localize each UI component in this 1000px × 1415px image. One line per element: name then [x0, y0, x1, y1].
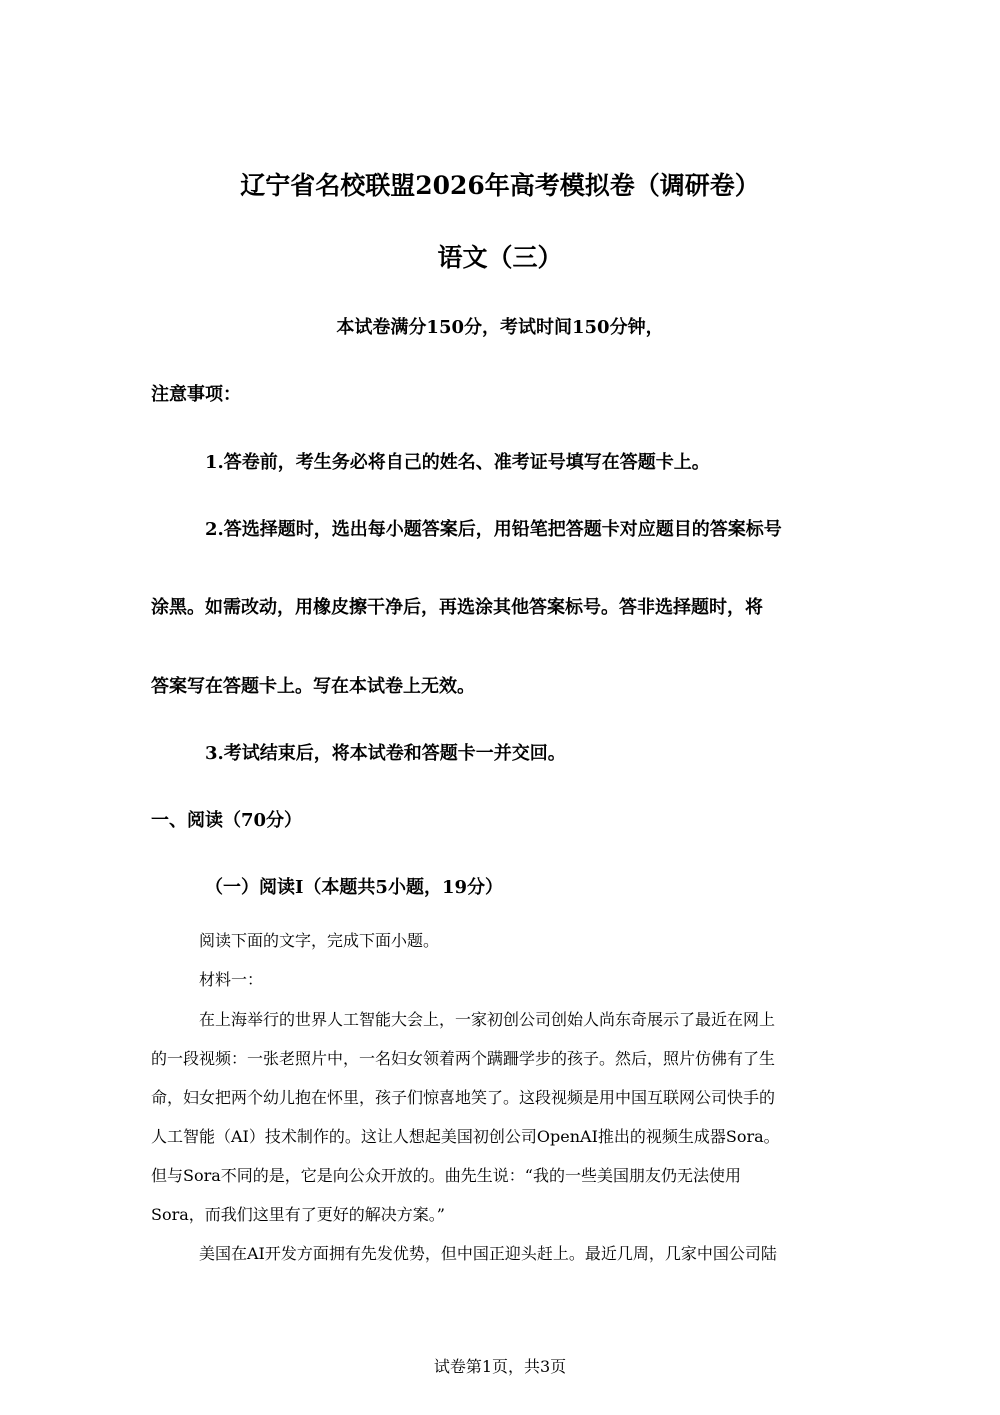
notice-item-3: 3.考试结束后，将本试卷和答题卡一并交回。 — [205, 743, 566, 764]
notice-item-2-line-3: 答案写在答题卡上。写在本试卷上无效。 — [151, 676, 475, 697]
material-line: Sora，而我们这里有了更好的解决方案。” — [151, 1205, 445, 1224]
notice-item-2-line-2: 涂黑。如需改动，用橡皮擦干净后，再选涂其他答案标号。答非选择题时，将 — [151, 597, 763, 618]
material-line: 在上海举行的世界人工智能大会上，一家初创公司创始人尚东奇展示了最近在网上 — [199, 1010, 776, 1029]
material-label: 材料一： — [199, 970, 264, 989]
score-time-line: 本试卷满分150分，考试时间150分钟， — [336, 317, 664, 338]
subsection-heading: （一）阅读I（本题共5小题，19分） — [205, 877, 503, 898]
page-footer: 试卷第1页，共3页 — [433, 1357, 567, 1376]
material-line: 但与Sora不同的是，它是向公众开放的。曲先生说：“我的一些美国朋友仍无法使用 — [151, 1166, 741, 1185]
material-line: 美国在AI开发方面拥有先发优势，但中国正迎头赶上。最近几周，几家中国公司陆 — [199, 1244, 777, 1263]
notice-item-1: 1.答卷前，考生务必将自己的姓名、准考证号填写在答题卡上。 — [205, 452, 710, 473]
section-heading: 一、阅读（70分） — [151, 810, 303, 831]
exam-title: 辽宁省名校联盟2026年高考模拟卷（调研卷） — [240, 171, 760, 200]
material-line: 的一段视频：一张老照片中，一名妇女领着两个蹒跚学步的孩子。然后，照片仿佛有了生 — [151, 1049, 776, 1068]
material-line: 人工智能（AI）技术制作的。这让人想起美国初创公司OpenAI推出的视频生成器Sora。 — [151, 1127, 780, 1146]
notice-heading: 注意事项： — [151, 384, 241, 405]
notice-item-2-line-1: 2.答选择题时，选出每小题答案后，用铅笔把答题卡对应题目的答案标号 — [205, 519, 782, 540]
reading-instruction: 阅读下面的文字，完成下面小题。 — [199, 931, 440, 950]
exam-subject: 语文（三） — [437, 243, 563, 272]
material-line: 命，妇女把两个幼儿抱在怀里，孩子们惊喜地笑了。这段视频是用中国互联网公司快手的 — [151, 1088, 776, 1107]
